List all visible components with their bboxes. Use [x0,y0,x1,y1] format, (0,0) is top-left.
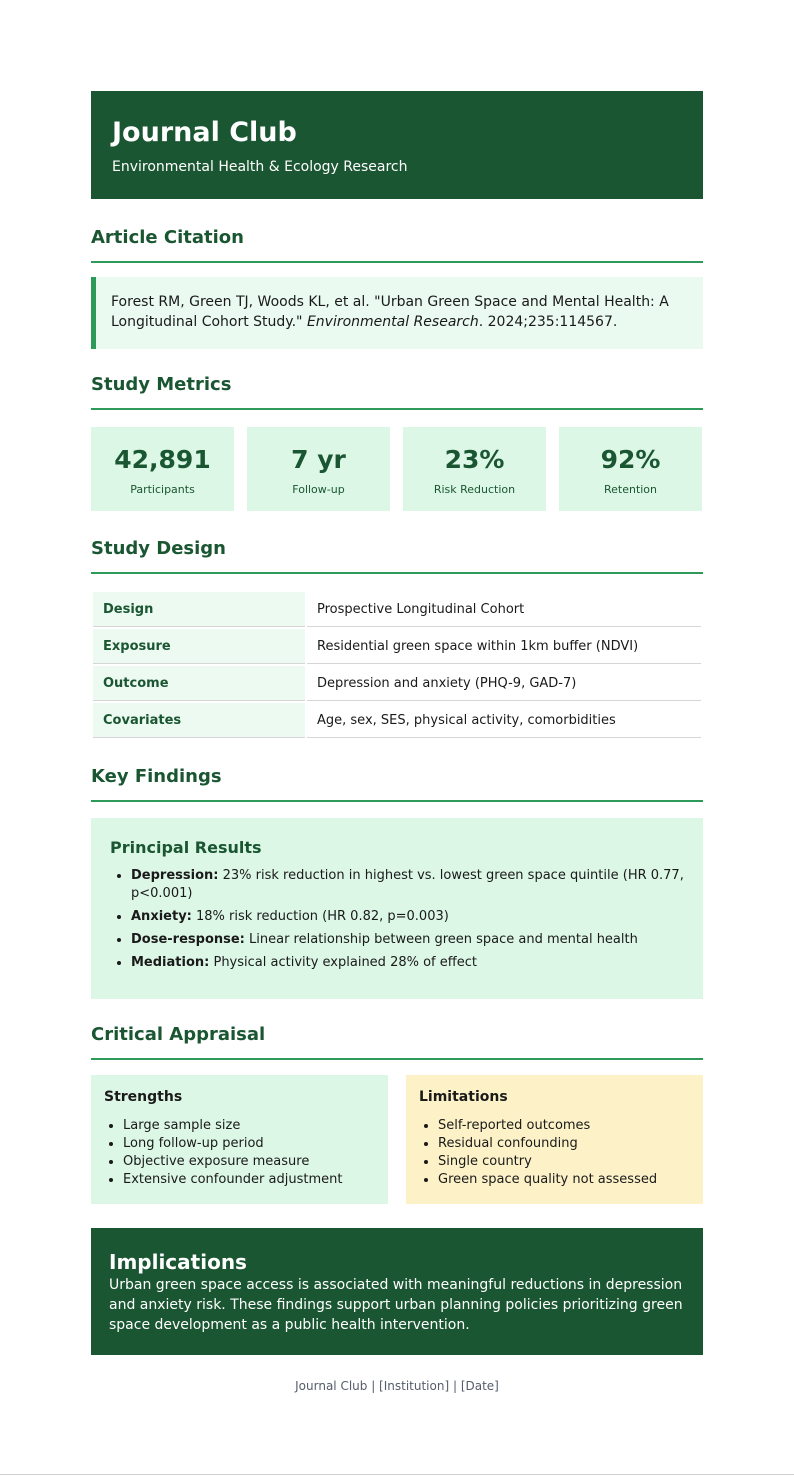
metrics-row [91,427,703,511]
citation-box [91,277,703,349]
list-item [131,867,684,903]
implications-text: Urban green space access is associated with meaningful reductions in depression and anxiety risk. These findings support urban planning policies prioritizing green space development as a public health intervention. [109,1277,683,1333]
citation-journal: Environmental Research [306,314,479,330]
metric-value: 42,891 [114,445,211,474]
page-subtitle: Environmental Health & Ecology Research [112,159,408,175]
table-row [93,629,701,664]
findings-section [91,765,703,999]
list-item [131,908,684,926]
header-banner [91,91,703,199]
finding-text: 18% risk reduction (HR 0.82, p=0.003) [191,909,449,924]
list-item: • Residual confounding [438,1135,690,1153]
strengths-title: Strengths [104,1089,183,1105]
page-title: Journal Club [112,117,297,148]
principal-results-box [91,818,703,999]
finding-label: Anxiety: [131,909,192,924]
metric-card-retention [559,427,702,511]
citation-volume: . 2024;235:114567. [478,314,618,330]
appraisal-section [91,1023,703,1204]
design-section [91,537,703,740]
table-key: Covariates [93,703,305,738]
list-item: • Long follow-up period [123,1135,375,1153]
finding-text: Linear relationship between green space and mental health [244,932,638,947]
section-divider [91,408,703,410]
section-divider [91,572,703,574]
section-divider [91,261,703,263]
citation-authors-title: Forest RM, Green TJ, Woods KL, et al. "Urban Green Space and Mental Health: A Longitudinal Cohort Study." [111,294,669,330]
table-row [93,703,701,738]
list-item: • Large sample size [123,1117,375,1135]
list-item: • Green space quality not assessed [438,1171,690,1189]
page-footer: Journal Club | [Institution] | [Date] [295,1379,499,1393]
findings-list [110,867,684,972]
table-key: Exposure [93,629,305,664]
section-title-findings: Key Findings [91,766,222,787]
appraisal-row [91,1075,703,1204]
list-item: • Extensive confounder adjustment [123,1171,375,1189]
metric-card-participants [91,427,234,511]
list-item [131,931,684,949]
limitations-title: Limitations [419,1089,508,1105]
implications-box [91,1228,703,1355]
limitations-list [419,1117,690,1189]
section-divider [91,800,703,802]
metric-label: Retention [603,483,658,496]
finding-label: Mediation: [131,955,210,970]
table-row [93,666,701,701]
table-value: Residential green space within 1km buffer (NDVI) [307,629,701,664]
page-bottom-divider [0,1474,794,1475]
principal-results-title: Principal Results [110,838,262,857]
strengths-box [91,1075,388,1204]
limitations-box [406,1075,703,1204]
strengths-list [104,1117,375,1189]
table-value: Age, sex, SES, physical activity, comorbidities [307,703,701,738]
metric-value: 23% [444,445,505,474]
section-title-metrics: Study Metrics [91,374,232,395]
metric-value: 92% [600,445,661,474]
section-divider [91,1058,703,1060]
table-value: Depression and anxiety (PHQ-9, GAD-7) [307,666,701,701]
metric-label: Risk Reduction [433,483,516,496]
list-item: • Single country [438,1153,690,1171]
finding-label: Dose-response: [131,932,245,947]
table-value: Prospective Longitudinal Cohort [307,592,701,627]
finding-label: Depression: [131,868,219,883]
table-row [93,592,701,627]
section-title-appraisal: Critical Appraisal [91,1024,266,1045]
journal-club-page [91,91,703,1394]
metric-value: 7 yr [291,445,346,474]
metric-card-risk-reduction [403,427,546,511]
table-key: Design [93,592,305,627]
finding-text: Physical activity explained 28% of effect [209,955,477,970]
citation-section [91,226,703,349]
metrics-section [91,373,703,511]
section-title-design: Study Design [91,538,226,559]
list-item: • Self-reported outcomes [438,1117,690,1135]
section-title-citation: Article Citation [91,227,244,248]
list-item [131,954,684,972]
list-item: • Objective exposure measure [123,1153,375,1171]
table-key: Outcome [93,666,305,701]
study-design-table [91,590,703,740]
implications-title: Implications [109,1250,247,1274]
metric-label: Follow-up [292,483,345,496]
metric-card-follow-up [247,427,390,511]
metric-label: Participants [130,483,195,496]
finding-text: 23% risk reduction in highest vs. lowest green space quintile (HR 0.77, p<0.001) [131,868,684,901]
